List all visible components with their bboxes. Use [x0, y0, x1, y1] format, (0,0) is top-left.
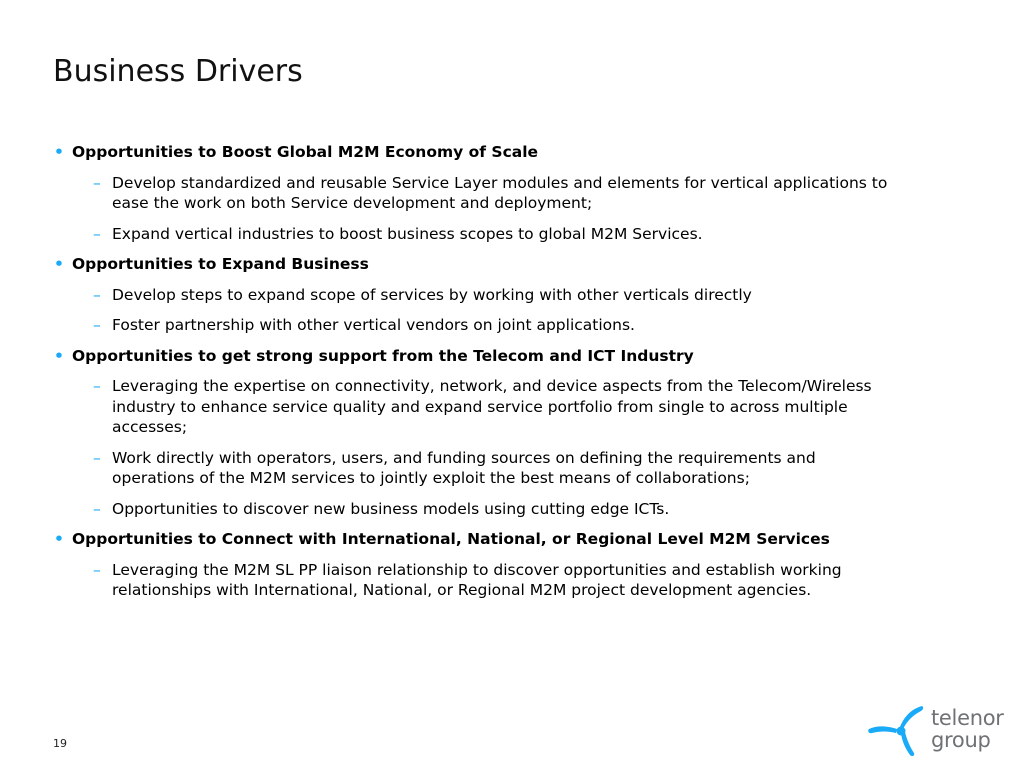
- sub-bullet-text: Foster partnership with other vertical vendors on joint applications.: [112, 316, 635, 334]
- bullet-item: [53, 254, 903, 275]
- sub-bullet-text: Leveraging the expertise on connectivity, network, and device aspects from the Telecom/Wireless industry to enhance service quality and expand service portfolio from single to across multiple accesses;: [112, 377, 872, 436]
- sub-bullet-item: [53, 499, 903, 520]
- sub-bullet-item: [53, 173, 903, 214]
- logo-wordmark: [931, 707, 1004, 751]
- sub-bullet-text: Opportunities to discover new business models using cutting edge ICTs.: [112, 499, 670, 518]
- bullet-heading: Opportunities to Boost Global M2M Economy of Scale: [72, 143, 539, 161]
- sub-bullet-item: [53, 224, 903, 245]
- slide-title: Business Drivers: [53, 54, 303, 89]
- telenor-logo: [866, 701, 1006, 761]
- sub-bullet-item: [53, 285, 903, 306]
- sub-bullet-item: [53, 560, 903, 601]
- dash-icon: –: [93, 173, 101, 192]
- bullet-heading: Opportunities to get strong support from the Telecom and ICT Industry: [72, 346, 694, 365]
- sub-bullet-text: Expand vertical industries to boost business scopes to global M2M Services.: [112, 224, 703, 243]
- sub-bullet-item: [53, 376, 903, 438]
- bullet-icon: •: [54, 346, 64, 365]
- bullet-list: [53, 142, 903, 611]
- sub-bullet-text: Work directly with operators, users, and funding sources on defining the requirements and operations of the M2M services to jointly exploit the best means of collaborations;: [112, 448, 816, 487]
- sub-bullet-text: Leveraging the M2M SL PP liaison relationship to discover opportunities and establish working relationships with International, National, or Regional M2M project development agencies.: [112, 560, 842, 599]
- page-number: 19: [53, 737, 67, 750]
- dash-icon: –: [93, 316, 101, 334]
- bullet-item: [53, 529, 903, 550]
- telenor-propeller-icon: [866, 703, 928, 759]
- dash-icon: –: [93, 224, 101, 243]
- dash-icon: –: [93, 377, 101, 395]
- dash-icon: –: [93, 285, 101, 304]
- bullet-icon: •: [54, 255, 64, 273]
- sub-bullet-text: Develop steps to expand scope of services by working with other verticals directly: [112, 285, 752, 304]
- bullet-item: [53, 346, 903, 367]
- dash-icon: –: [93, 560, 101, 579]
- bullet-item: [53, 142, 903, 163]
- bullet-heading: Opportunities to Expand Business: [72, 255, 369, 273]
- sub-bullet-item: [53, 315, 903, 336]
- bullet-icon: •: [54, 530, 64, 548]
- sub-bullet-item: [53, 448, 903, 489]
- dash-icon: –: [93, 448, 101, 467]
- logo-line-group: group: [931, 728, 991, 752]
- bullet-icon: •: [54, 143, 64, 161]
- dash-icon: –: [93, 499, 101, 518]
- bullet-heading: Opportunities to Connect with International, National, or Regional Level M2M Services: [72, 530, 830, 548]
- sub-bullet-text: Develop standardized and reusable Service Layer modules and elements for vertical applications to ease the work on both Service development and deployment;: [112, 173, 888, 212]
- logo-line-telenor: telenor: [931, 706, 1004, 730]
